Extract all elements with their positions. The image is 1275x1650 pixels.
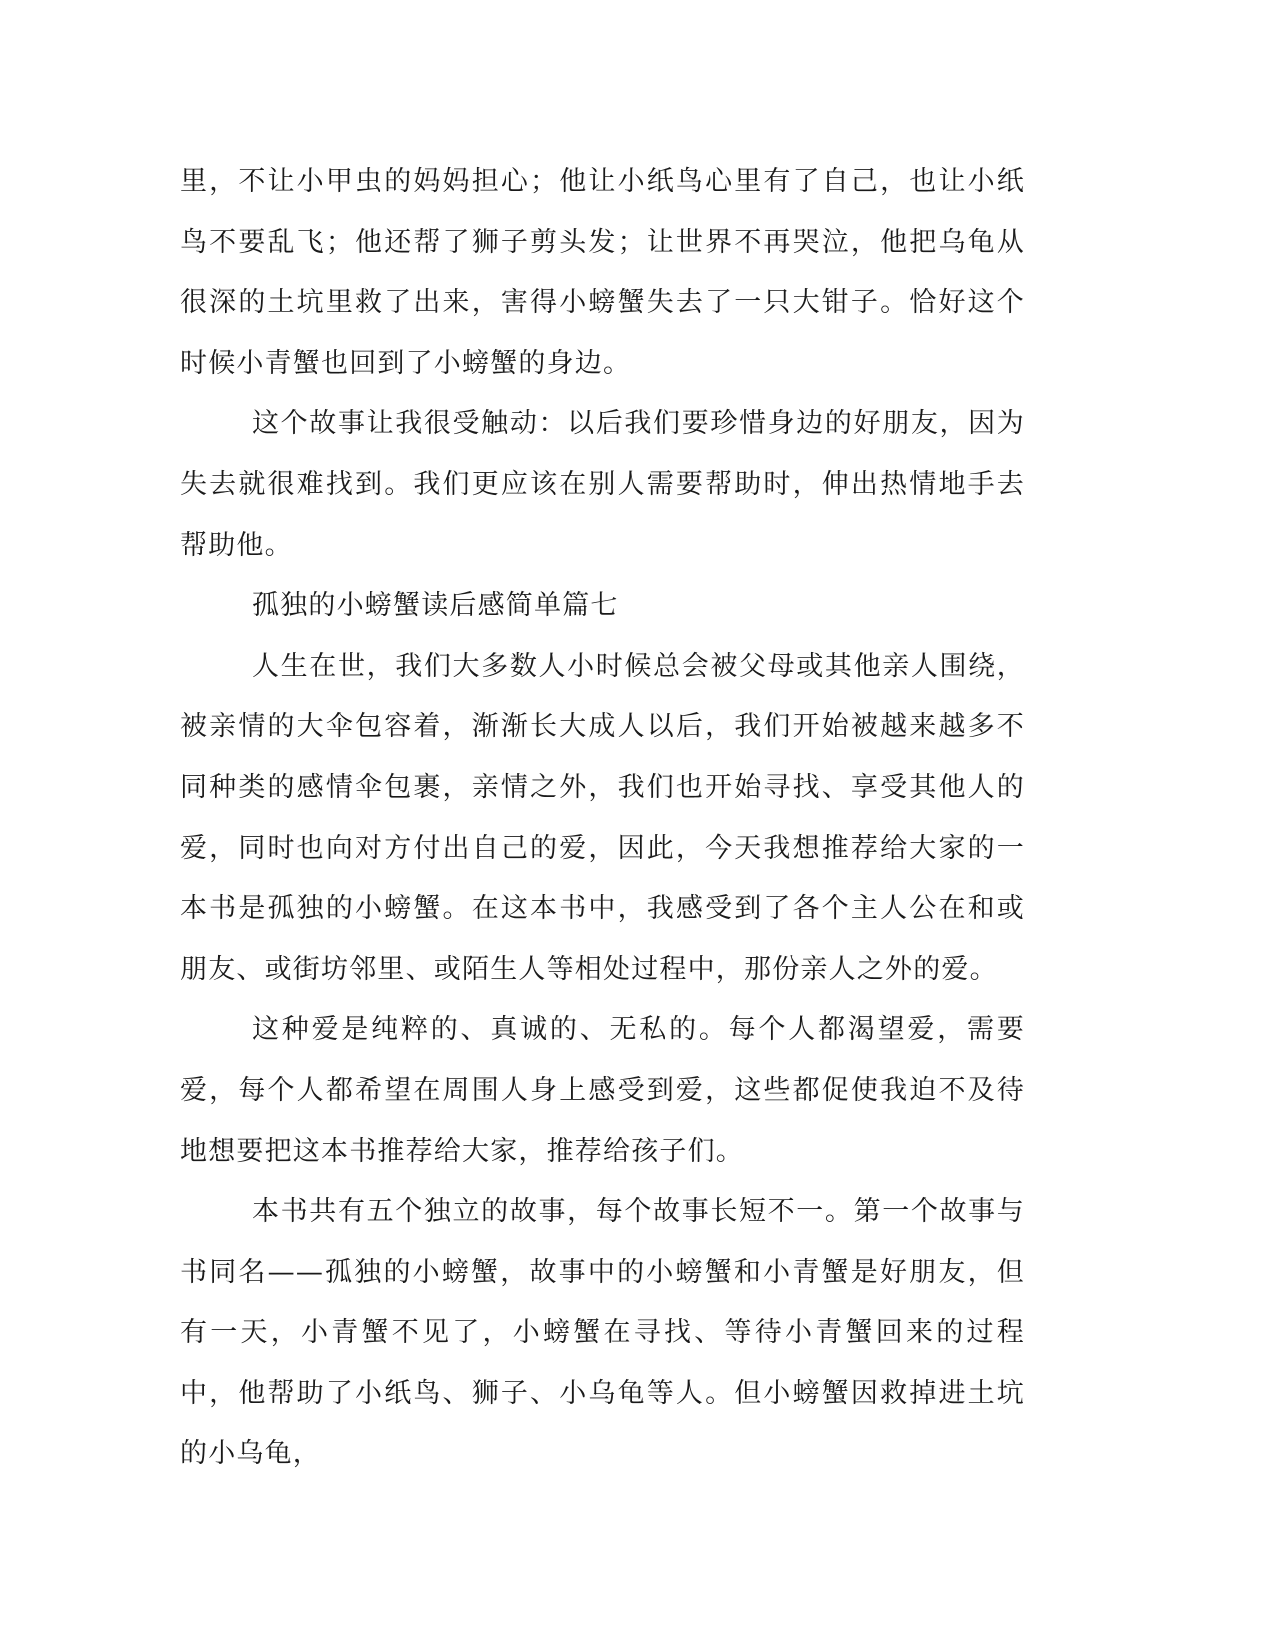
paragraph-continuation: 里，不让小甲虫的妈妈担心；他让小纸鸟心里有了自己，也让小纸鸟不要乱飞；他还帮了狮子剪头发；让世界不再哭泣，他把乌龟从很深的土坑里救了出来，害得小螃蟹失去了一只大钳子。恰好这个时候小青蟹也回到了小螃蟹的身边。	[180, 166, 1025, 379]
paragraph-reflection: 这个故事让我很受触动：以后我们要珍惜身边的好朋友，因为失去就很难找到。我们更应该在别人需要帮助时，伸出热情地手去帮助他。	[180, 408, 1025, 561]
section-heading: 孤独的小螃蟹读后感简单篇七	[252, 590, 619, 622]
paragraph-stories: 本书共有五个独立的故事，每个故事长短不一。第一个故事与书同名——孤独的小螃蟹，故事中的小螃蟹和小青蟹是好朋友，但有一天，小青蟹不见了，小螃蟹在寻找、等待小青蟹回来的过程中，他帮助了小纸鸟、狮子、小乌龟等人。但小螃蟹因救掉进土坑的小乌龟，	[180, 1196, 1025, 1470]
paragraph-intro: 人生在世，我们大多数人小时候总会被父母或其他亲人围绕，被亲情的大伞包容着，渐渐长大成人以后，我们开始被越来越多不同种类的感情伞包裹，亲情之外，我们也开始寻找、享受其他人的爱，同时也向对方付出自己的爱，因此，今天我想推荐给大家的一本书是孤独的小螃蟹。在这本书中，我感受到了各个主人公在和或朋友、或街坊邻里、或陌生人等相处过程中，那份亲人之外的爱。	[180, 650, 1025, 985]
document-body	[180, 152, 1025, 1485]
paragraph-love: 这种爱是纯粹的、真诚的、无私的。每个人都渴望爱，需要爱，每个人都希望在周围人身上感受到爱，这些都促使我迫不及待地想要把这本书推荐给大家，推荐给孩子们。	[180, 1014, 1025, 1167]
